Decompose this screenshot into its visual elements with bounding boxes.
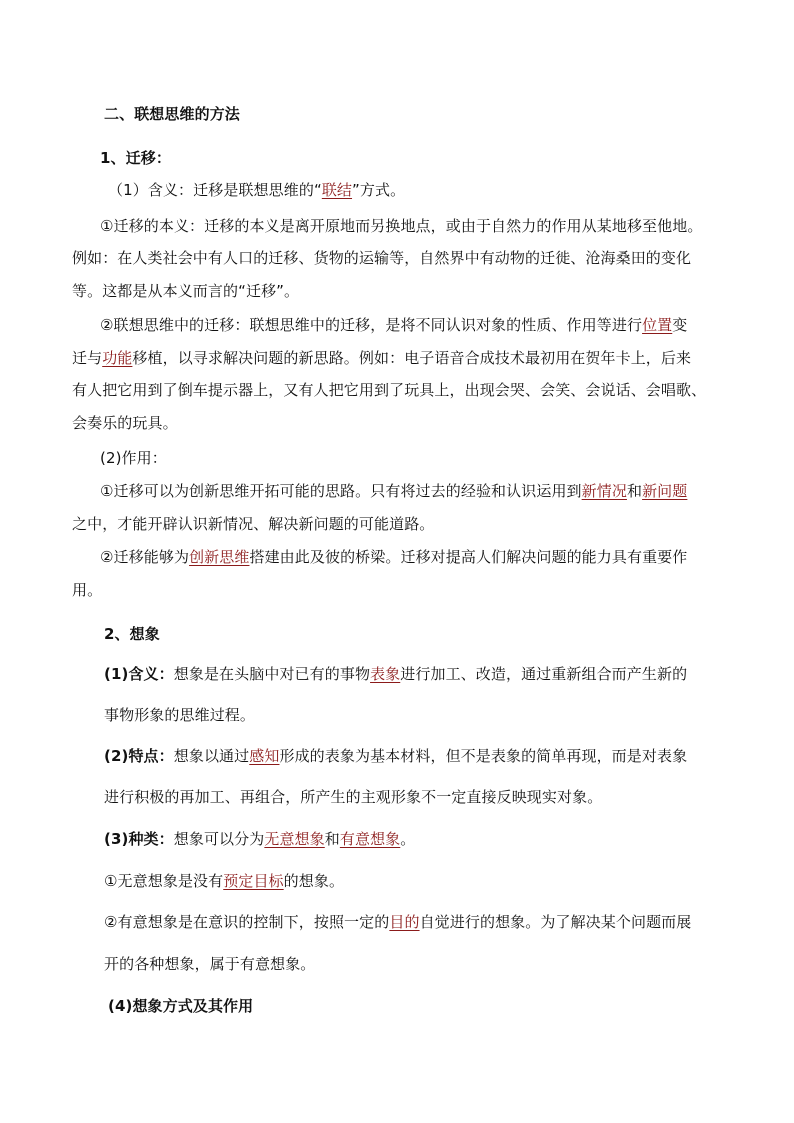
keyword-highlight: 功能	[102, 349, 133, 367]
paragraph-line: 有人把它用到了倒车提示器上，又有人把它用到了玩具上，出现会哭、会笑、会说话、会唱歌、	[72, 381, 707, 399]
paragraph-line: ②有意想象是在意识的控制下，按照一定的目的自觉进行的想象。为了解决某个问题而展	[104, 913, 692, 931]
paragraph-line: 迁与功能移植，以寻求解决问题的新思路。例如：电子语音合成技术最初用在贺年卡上，后来	[72, 349, 692, 367]
paragraph-line: ②联想思维中的迁移：联想思维中的迁移，是将不同认识对象的性质、作用等进行位置变	[100, 316, 688, 334]
paragraph-line: ①迁移的本义：迁移的本义是离开原地而另换地点，或由于自然力的作用从某地移至他地。	[100, 217, 703, 235]
paragraph-line: 会奏乐的玩具。	[72, 414, 178, 432]
subsection-title-methods: (4)想象方式及其作用	[108, 997, 254, 1015]
keyword-highlight: 表象	[370, 665, 401, 683]
paragraph-line: (3)种类：想象可以分为无意想象和有意想象。	[104, 830, 416, 848]
paragraph-line: ①迁移可以为创新思维开拓可能的思路。只有将过去的经验和认识运用到新情况和新问题	[100, 482, 688, 500]
keyword-highlight: 联结	[321, 181, 353, 199]
section-title: 二、联想思维的方法	[104, 105, 240, 123]
keyword-highlight: 感知	[249, 747, 280, 765]
keyword-highlight: 新问题	[642, 482, 688, 500]
keyword-highlight: 目的	[389, 913, 420, 931]
keyword-highlight: 预定目标	[223, 872, 284, 890]
keyword-highlight: 新情况	[581, 482, 627, 500]
paragraph-line: 等。这都是从本义而言的“迁移”。	[72, 282, 300, 300]
paragraph-line: (1)含义：想象是在头脑中对已有的事物表象进行加工、改造，通过重新组合而产生新的	[104, 665, 688, 683]
paragraph-line: ①无意想象是没有预定目标的想象。	[104, 872, 345, 890]
paragraph-line: 例如：在人类社会中有人口的迁移、货物的运输等，自然界中有动物的迁徙、沧海桑田的变化	[72, 249, 692, 267]
keyword-highlight: 无意想象	[264, 830, 325, 848]
paragraph-line: ②迁移能够为创新思维搭建由此及彼的桥梁。迁移对提高人们解决问题的能力具有重要作	[100, 548, 688, 566]
paragraph-line: (2)作用：	[100, 449, 167, 467]
keyword-highlight: 有意想象	[339, 830, 401, 848]
subsection-title-migration: 1、迁移：	[100, 149, 171, 167]
subsection-title-imagination: 2、想象	[104, 625, 160, 643]
paragraph-line: （1）含义：迁移是联想思维的“联结”方式。	[108, 181, 406, 199]
paragraph-line: 进行积极的再加工、再组合，所产生的主观形象不一定直接反映现实对象。	[104, 788, 603, 806]
keyword-highlight: 位置	[642, 316, 673, 334]
keyword-highlight: 创新思维	[189, 548, 250, 566]
paragraph-line: 开的各种想象，属于有意想象。	[104, 955, 316, 973]
paragraph-line: (2)特点：想象以通过感知形成的表象为基本材料，但不是表象的简单再现，而是对表象	[104, 747, 688, 765]
paragraph-line: 事物形象的思维过程。	[104, 706, 256, 724]
paragraph-line: 之中，才能开辟认识新情况、解决新问题的可能道路。	[72, 515, 435, 533]
paragraph-line: 用。	[72, 581, 103, 599]
